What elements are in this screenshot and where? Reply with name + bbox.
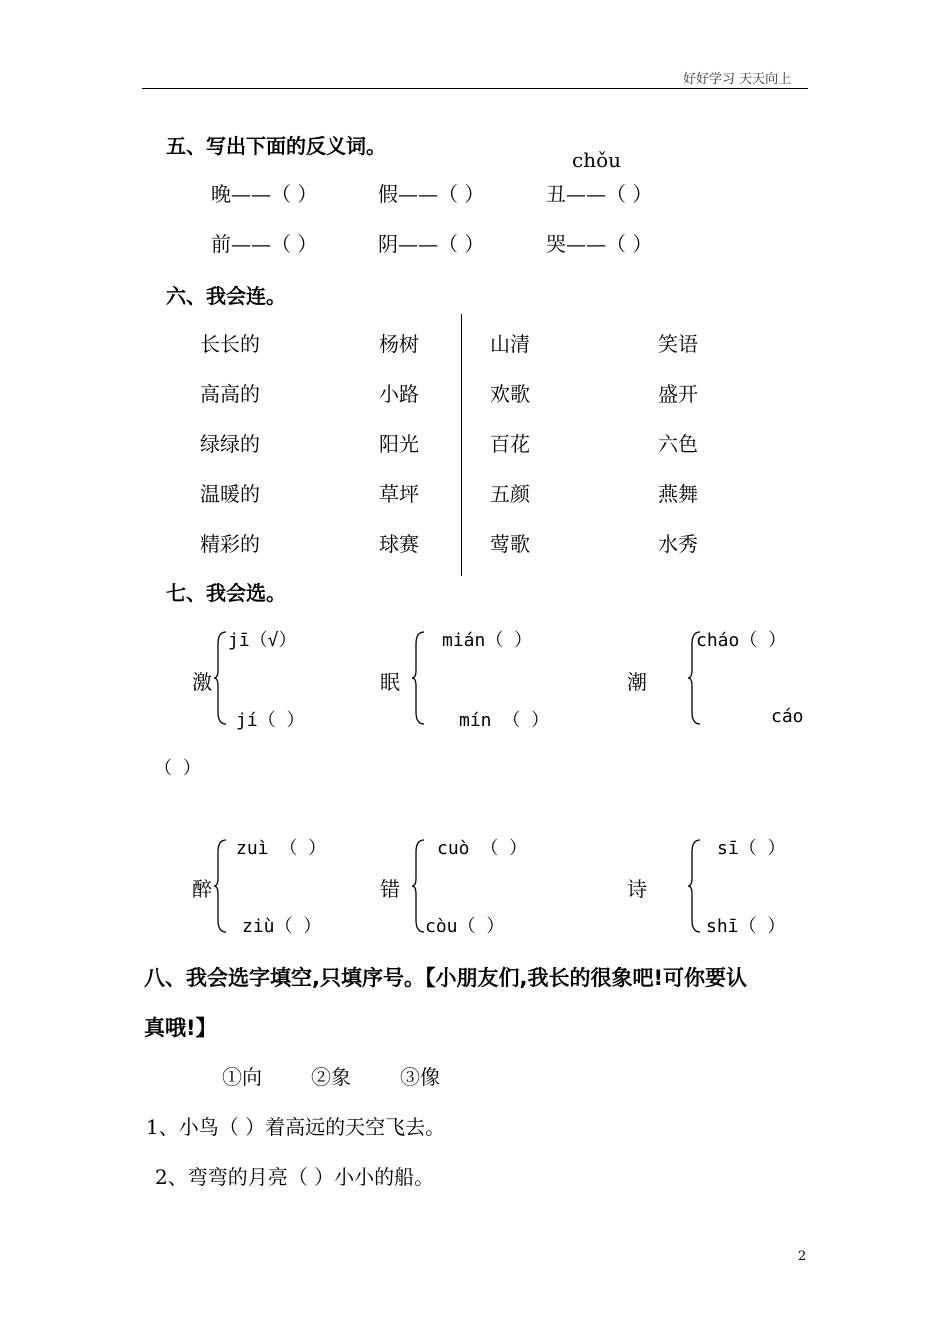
match-item: 长长的 <box>200 332 260 356</box>
hanzi-char: 醉 <box>192 877 212 901</box>
match-item: 小路 <box>379 382 419 406</box>
antonym-item: 晚——（ ） <box>211 182 318 206</box>
divider-line <box>461 314 462 576</box>
match-item: 水秀 <box>658 532 698 556</box>
brace-icon <box>412 838 426 934</box>
hanzi-char: 眠 <box>380 670 400 694</box>
match-item: 盛开 <box>658 382 698 406</box>
choice-option: ①向 <box>222 1065 262 1089</box>
match-item: 燕舞 <box>658 482 698 506</box>
section5-title: 五、写出下面的反义词。 <box>166 134 386 158</box>
section8-title-line1: 八、我会选字填空,只填序号。【小朋友们,我长的很象吧!可你要认 <box>144 966 748 990</box>
antonym-item: 前——（ ） <box>211 232 318 256</box>
pinyin-option: cáo <box>771 706 804 727</box>
choice-option: ③像 <box>400 1065 440 1089</box>
match-item: 阳光 <box>379 432 419 456</box>
page-number: 2 <box>798 1249 807 1264</box>
antonym-item: 丑——（ ） <box>546 182 653 206</box>
header-text: 好好学习 天天向上 <box>683 72 792 87</box>
match-item: 莺歌 <box>490 532 530 556</box>
pinyin-option: cuò （ ） <box>437 838 528 859</box>
match-item: 精彩的 <box>200 532 260 556</box>
question-1: 1、小鸟（ ）着高远的天空飞去。 <box>146 1115 446 1139</box>
match-item: 草坪 <box>379 482 419 506</box>
match-item: 笑语 <box>658 332 698 356</box>
match-item: 杨树 <box>379 332 419 356</box>
match-item: 温暖的 <box>200 482 260 506</box>
hanzi-char: 诗 <box>627 877 647 901</box>
pinyin-option: sī（ ） <box>717 838 786 859</box>
brace-icon <box>214 838 228 934</box>
match-item: 欢歌 <box>490 382 530 406</box>
pinyin-option: cháo（ ） <box>696 630 787 651</box>
section7-title: 七、我会选。 <box>166 581 286 605</box>
match-item: 五颜 <box>490 482 530 506</box>
match-item: 绿绿的 <box>200 432 260 456</box>
choice-option: ②象 <box>311 1065 351 1089</box>
brace-icon <box>214 630 228 726</box>
antonym-item: 假——（ ） <box>378 182 485 206</box>
pinyin-option: jí（ ） <box>236 710 305 731</box>
pinyin-option: shī（ ） <box>706 916 786 937</box>
match-item: 山清 <box>490 332 530 356</box>
overflow-paren: （ ） <box>154 758 201 779</box>
pinyin-option: mín （ ） <box>459 710 550 731</box>
antonym-item: 阴——（ ） <box>378 232 485 256</box>
question-2: 2、弯弯的月亮（ ）小小的船。 <box>155 1165 435 1189</box>
match-item: 高高的 <box>200 382 260 406</box>
pinyin-option: còu（ ） <box>425 916 505 937</box>
match-item: 六色 <box>658 432 698 456</box>
pinyin-hint: chǒu <box>572 148 622 172</box>
hanzi-char: 错 <box>380 877 400 901</box>
pinyin-option: mián（ ） <box>442 630 533 651</box>
hanzi-char: 潮 <box>627 670 647 694</box>
pinyin-option: ziù（ ） <box>242 916 322 937</box>
antonym-item: 哭——（ ） <box>546 232 653 256</box>
hanzi-char: 激 <box>192 670 212 694</box>
match-item: 百花 <box>490 432 530 456</box>
pinyin-option: jī（√） <box>228 630 297 651</box>
brace-icon <box>688 838 702 934</box>
brace-icon <box>412 630 426 726</box>
section8-title-line2: 真哦!】 <box>144 1016 217 1040</box>
match-item: 球赛 <box>379 532 419 556</box>
pinyin-option: zuì （ ） <box>236 838 327 859</box>
header-rule <box>142 88 808 89</box>
section6-title: 六、我会连。 <box>166 284 286 308</box>
